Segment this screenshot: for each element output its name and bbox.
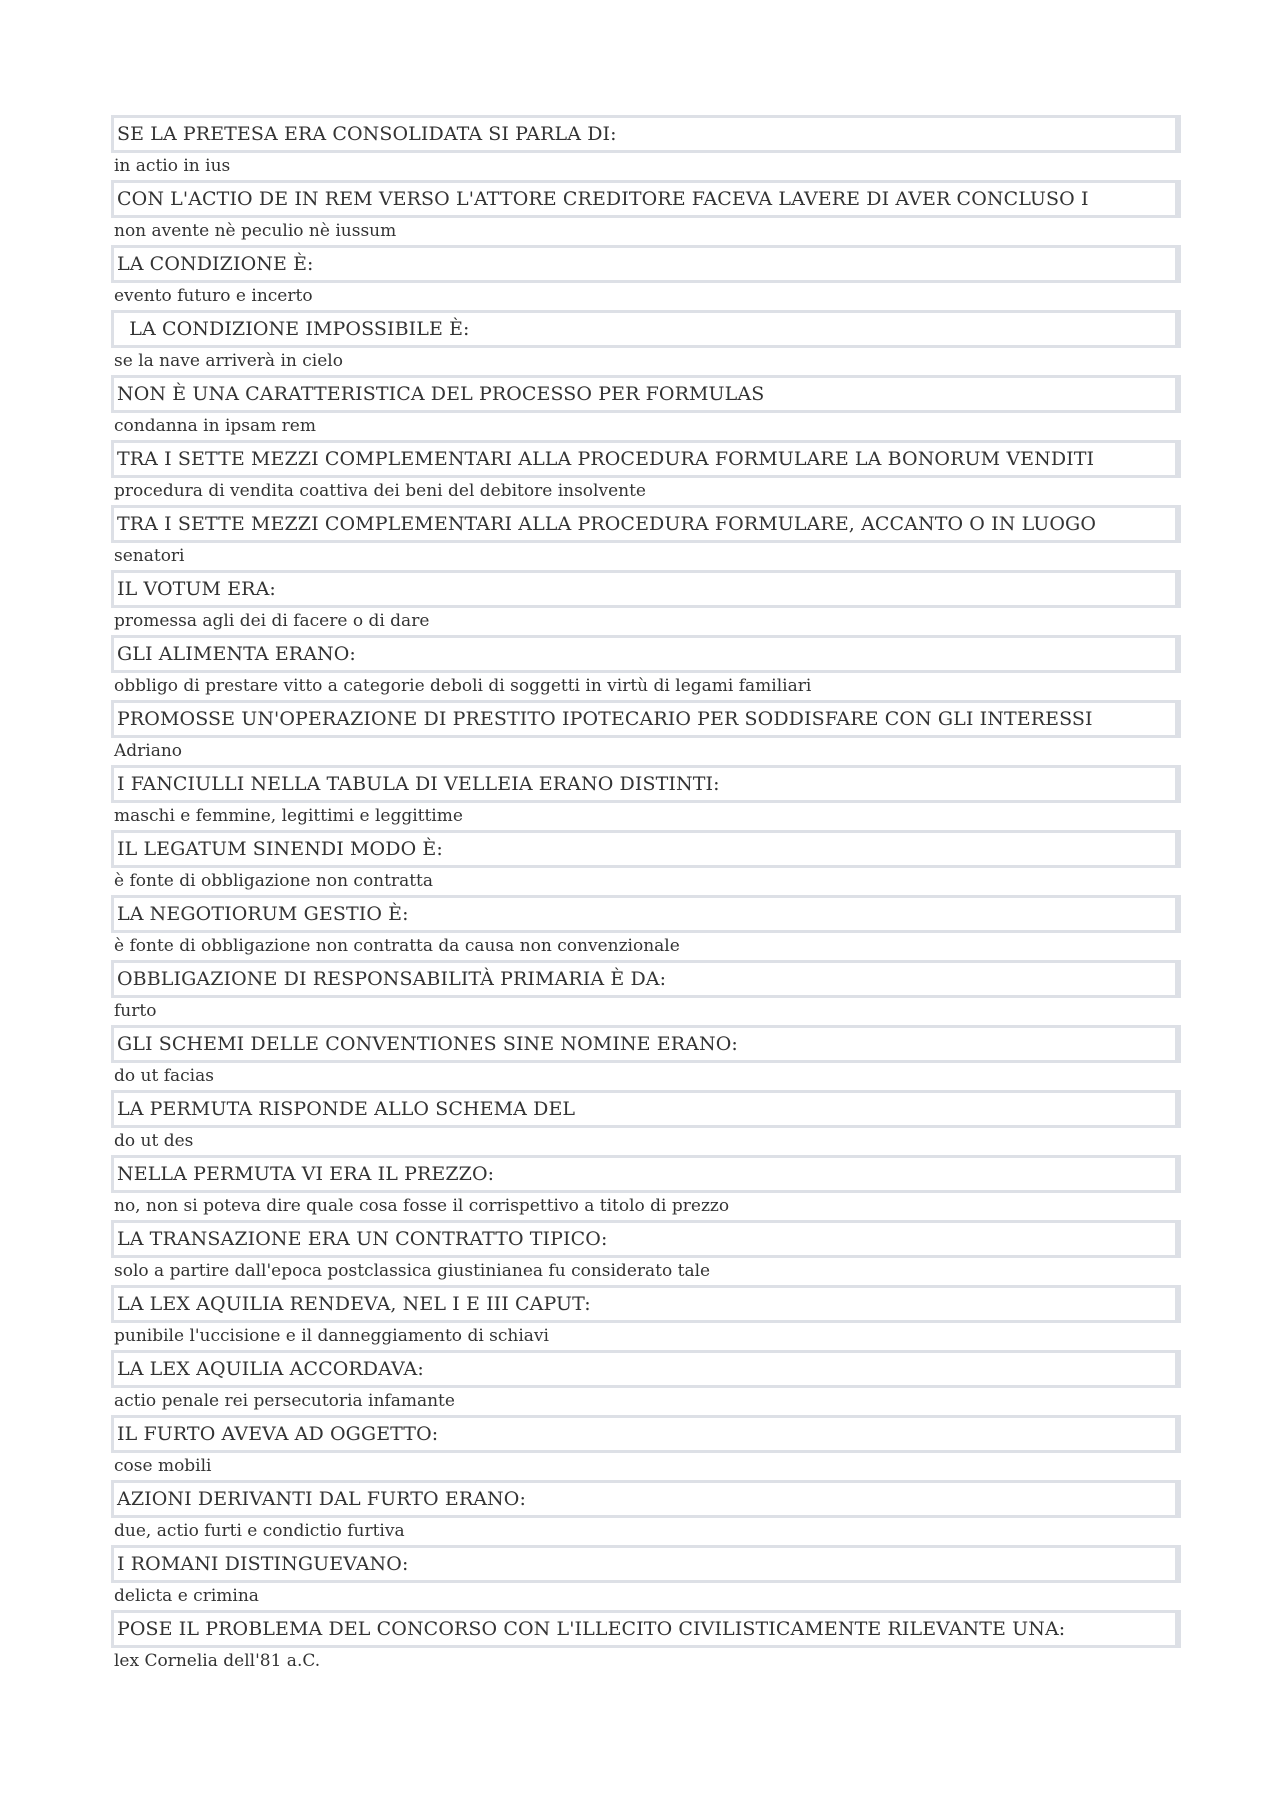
question: NELLA PERMUTA VI ERA IL PREZZO: [111, 1155, 1181, 1193]
answer: do ut facias [114, 1066, 214, 1086]
answer: è fonte di obbligazione non contratta [114, 871, 434, 891]
question: IL LEGATUM SINENDI MODO È: [111, 830, 1181, 868]
qa-item [111, 375, 1181, 440]
qa-item [111, 180, 1181, 245]
answer: no, non si poteva dire quale cosa fosse il corrispettivo a titolo di prezzo [114, 1196, 730, 1216]
question: POSE IL PROBLEMA DEL CONCORSO CON L'ILLECITO CIVILISTICAMENTE RILEVANTE UNA: [111, 1610, 1181, 1648]
answer: se la nave arriverà in cielo [114, 351, 343, 371]
question: NON È UNA CARATTERISTICA DEL PROCESSO PER FORMULAS [111, 375, 1181, 413]
question: LA CONDIZIONE È: [111, 245, 1181, 283]
qa-item [111, 1220, 1181, 1285]
qa-list [111, 115, 1181, 1675]
question: IL FURTO AVEVA AD OGGETTO: [111, 1415, 1181, 1453]
answer: do ut des [114, 1131, 194, 1151]
question: CON L'ACTIO DE IN REM VERSO L'ATTORE CREDITORE FACEVA LAVERE DI AVER CONCLUSO I [111, 180, 1181, 218]
question: SE LA PRETESA ERA CONSOLIDATA SI PARLA DI: [111, 115, 1181, 153]
question: PROMOSSE UN'OPERAZIONE DI PRESTITO IPOTECARIO PER SODDISFARE CON GLI INTERESSI [111, 700, 1181, 738]
qa-item [111, 245, 1181, 310]
question: TRA I SETTE MEZZI COMPLEMENTARI ALLA PROCEDURA FORMULARE LA BONORUM VENDITI [111, 440, 1181, 478]
qa-item [111, 830, 1181, 895]
answer: evento futuro e incerto [114, 286, 313, 306]
question: OBBLIGAZIONE DI RESPONSABILITÀ PRIMARIA È DA: [111, 960, 1181, 998]
answer: lex Cornelia dell'81 a.C. [114, 1651, 321, 1671]
answer: non avente nè peculio nè iussum [114, 221, 397, 241]
question: GLI ALIMENTA ERANO: [111, 635, 1181, 673]
qa-item [111, 1350, 1181, 1415]
qa-item [111, 700, 1181, 765]
question: LA PERMUTA RISPONDE ALLO SCHEMA DEL [111, 1090, 1181, 1128]
qa-item [111, 1155, 1181, 1220]
qa-item [111, 765, 1181, 830]
answer: due, actio furti e condictio furtiva [114, 1521, 405, 1541]
answer: actio penale rei persecutoria infamante [114, 1391, 455, 1411]
answer: furto [114, 1001, 157, 1021]
question: TRA I SETTE MEZZI COMPLEMENTARI ALLA PROCEDURA FORMULARE, ACCANTO O IN LUOGO [111, 505, 1181, 543]
question: IL VOTUM ERA: [111, 570, 1181, 608]
answer: procedura di vendita coattiva dei beni del debitore insolvente [114, 481, 646, 501]
qa-item [111, 115, 1181, 180]
answer: solo a partire dall'epoca postclassica giustinianea fu considerato tale [114, 1261, 711, 1281]
qa-item [111, 1610, 1181, 1675]
answer: cose mobili [114, 1456, 212, 1476]
qa-item [111, 635, 1181, 700]
qa-item [111, 1025, 1181, 1090]
qa-item [111, 1285, 1181, 1350]
qa-item [111, 505, 1181, 570]
qa-item [111, 1090, 1181, 1155]
answer: punibile l'uccisione e il danneggiamento di schiavi [114, 1326, 549, 1346]
answer: in actio in ius [114, 156, 231, 176]
qa-item [111, 310, 1181, 375]
question: LA CONDIZIONE IMPOSSIBILE È: [111, 310, 1181, 348]
answer: maschi e femmine, legittimi e leggittime [114, 806, 463, 826]
question: LA NEGOTIORUM GESTIO È: [111, 895, 1181, 933]
qa-item [111, 1480, 1181, 1545]
qa-item [111, 895, 1181, 960]
answer: condanna in ipsam rem [114, 416, 316, 436]
qa-item [111, 960, 1181, 1025]
qa-item [111, 1545, 1181, 1610]
answer: promessa agli dei di facere o di dare [114, 611, 430, 631]
question: AZIONI DERIVANTI DAL FURTO ERANO: [111, 1480, 1181, 1518]
question: LA TRANSAZIONE ERA UN CONTRATTO TIPICO: [111, 1220, 1181, 1258]
answer: delicta e crimina [114, 1586, 259, 1606]
answer: obbligo di prestare vitto a categorie deboli di soggetti in virtù di legami familiari [114, 676, 812, 696]
answer: senatori [114, 546, 185, 566]
answer: Adriano [114, 741, 183, 761]
question: I ROMANI DISTINGUEVANO: [111, 1545, 1181, 1583]
question: LA LEX AQUILIA ACCORDAVA: [111, 1350, 1181, 1388]
qa-item [111, 440, 1181, 505]
answer: è fonte di obbligazione non contratta da causa non convenzionale [114, 936, 680, 956]
question: GLI SCHEMI DELLE CONVENTIONES SINE NOMINE ERANO: [111, 1025, 1181, 1063]
question: I FANCIULLI NELLA TABULA DI VELLEIA ERANO DISTINTI: [111, 765, 1181, 803]
qa-item [111, 570, 1181, 635]
qa-item [111, 1415, 1181, 1480]
question: LA LEX AQUILIA RENDEVA, NEL I E III CAPUT: [111, 1285, 1181, 1323]
